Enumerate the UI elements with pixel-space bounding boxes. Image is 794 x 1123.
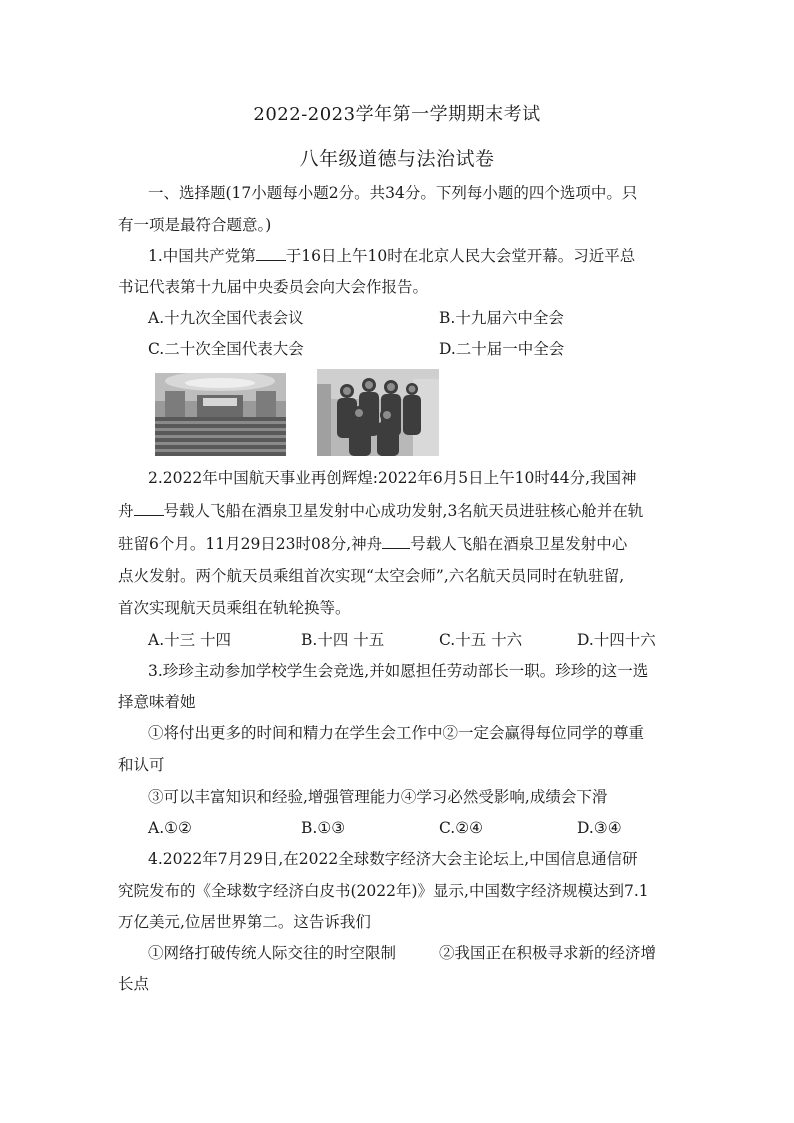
question-2-stem-line2 bbox=[118, 500, 643, 522]
astronauts-photo bbox=[317, 369, 439, 456]
question-3-statement-line2: 和认可 bbox=[118, 756, 165, 774]
question-1-option-d: D.二十届一中全会 bbox=[439, 340, 565, 358]
question-2-option-c: C.十五 十六 bbox=[439, 631, 523, 649]
question-1-option-b: B.十九届六中全会 bbox=[439, 309, 564, 327]
question-1-stem bbox=[148, 245, 635, 267]
question-2-stem-line3-part1: 驻留6个月。11月29日23时08分,神舟 bbox=[118, 535, 383, 553]
question-2-stem-line2-part2: 号载人飞船在酒泉卫星发射中心成功发射,3名航天员进驻核心舱并在轨 bbox=[163, 502, 644, 520]
question-1-option-c: C.二十次全国代表大会 bbox=[148, 340, 304, 358]
congress-hall-photo bbox=[155, 373, 286, 456]
question-3-option-d: D.③④ bbox=[577, 819, 622, 837]
question-2-option-b: B.十四 十五 bbox=[301, 631, 385, 649]
question-3-stem-line1: 3.珍珍主动参加学校学生会竞选,并如愿担任劳动部长一职。珍珍的这一选 bbox=[148, 662, 649, 680]
question-4-stem-line3: 万亿美元,位居世界第二。这告诉我们 bbox=[118, 913, 371, 931]
section-instructions-line1: 一、选择题(17小题每小题2分。共34分。下列每小题的四个选项中。只 bbox=[148, 184, 638, 202]
question-2-option-d: D.十四十六 bbox=[577, 631, 656, 649]
question-3-statement-line1: ①将付出更多的时间和精力在学生会工作中②一定会赢得每位同学的尊重 bbox=[148, 724, 645, 742]
question-2-stem-line3-part2: 号载人飞船在酒泉卫星发射中心 bbox=[410, 535, 628, 553]
question-3-option-c: C.②④ bbox=[439, 819, 484, 837]
exam-title: 2022-2023学年第一学期期末考试 bbox=[253, 104, 541, 125]
answer-blank bbox=[382, 533, 410, 549]
question-2-stem-line4: 点火发射。两个航天员乘组首次实现“太空会师”,六名航天员同时在轨驻留, bbox=[118, 567, 625, 585]
answer-blank bbox=[134, 500, 164, 516]
exam-subtitle: 八年级道德与法治试卷 bbox=[299, 148, 495, 170]
question-3-option-b: B.①③ bbox=[301, 819, 346, 837]
question-4-statement-2-cont: 长点 bbox=[118, 975, 150, 993]
question-1-option-a: A.十九次全国代表会议 bbox=[148, 309, 304, 327]
question-1-stem-line2: 书记代表第十九届中央委员会向大会作报告。 bbox=[118, 278, 429, 296]
question-4-statement-2: ②我国正在积极寻求新的经济增 bbox=[439, 944, 657, 962]
question-4-statement-1: ①网络打破传统人际交往的时空限制 bbox=[148, 944, 397, 962]
question-4-stem-line2: 究院发布的《全球数字经济白皮书(2022年)》显示,中国数字经济规模达到7.1 bbox=[118, 882, 649, 900]
question-2-stem-line2-part1: 舟 bbox=[118, 502, 134, 520]
question-3-stem-line2: 择意味着她 bbox=[118, 693, 196, 711]
answer-blank bbox=[256, 245, 286, 261]
section-instructions-line2: 有一项是最符合题意。) bbox=[118, 216, 272, 234]
question-2-stem-line1: 2.2022年中国航天事业再创辉煌:2022年6月5日上午10时44分,我国神 bbox=[148, 469, 637, 487]
question-1-stem-part2: 于16日上午10时在北京人民大会堂开幕。习近平总 bbox=[285, 247, 636, 265]
question-3-statement-line3: ③可以丰富知识和经验,增强管理能力④学习必然受影响,成绩会下滑 bbox=[148, 788, 608, 806]
question-2-option-a: A.十三 十四 bbox=[148, 631, 232, 649]
question-2-stem-line3 bbox=[118, 533, 627, 555]
question-2-stem-line5: 首次实现航天员乘组在轨轮换等。 bbox=[118, 599, 351, 617]
question-3-option-a: A.①② bbox=[148, 819, 192, 837]
question-1-stem-part1: 1.中国共产党第 bbox=[148, 247, 256, 265]
question-4-stem-line1: 4.2022年7月29日,在2022全球数字经济大会主论坛上,中国信息通信研 bbox=[148, 850, 638, 868]
